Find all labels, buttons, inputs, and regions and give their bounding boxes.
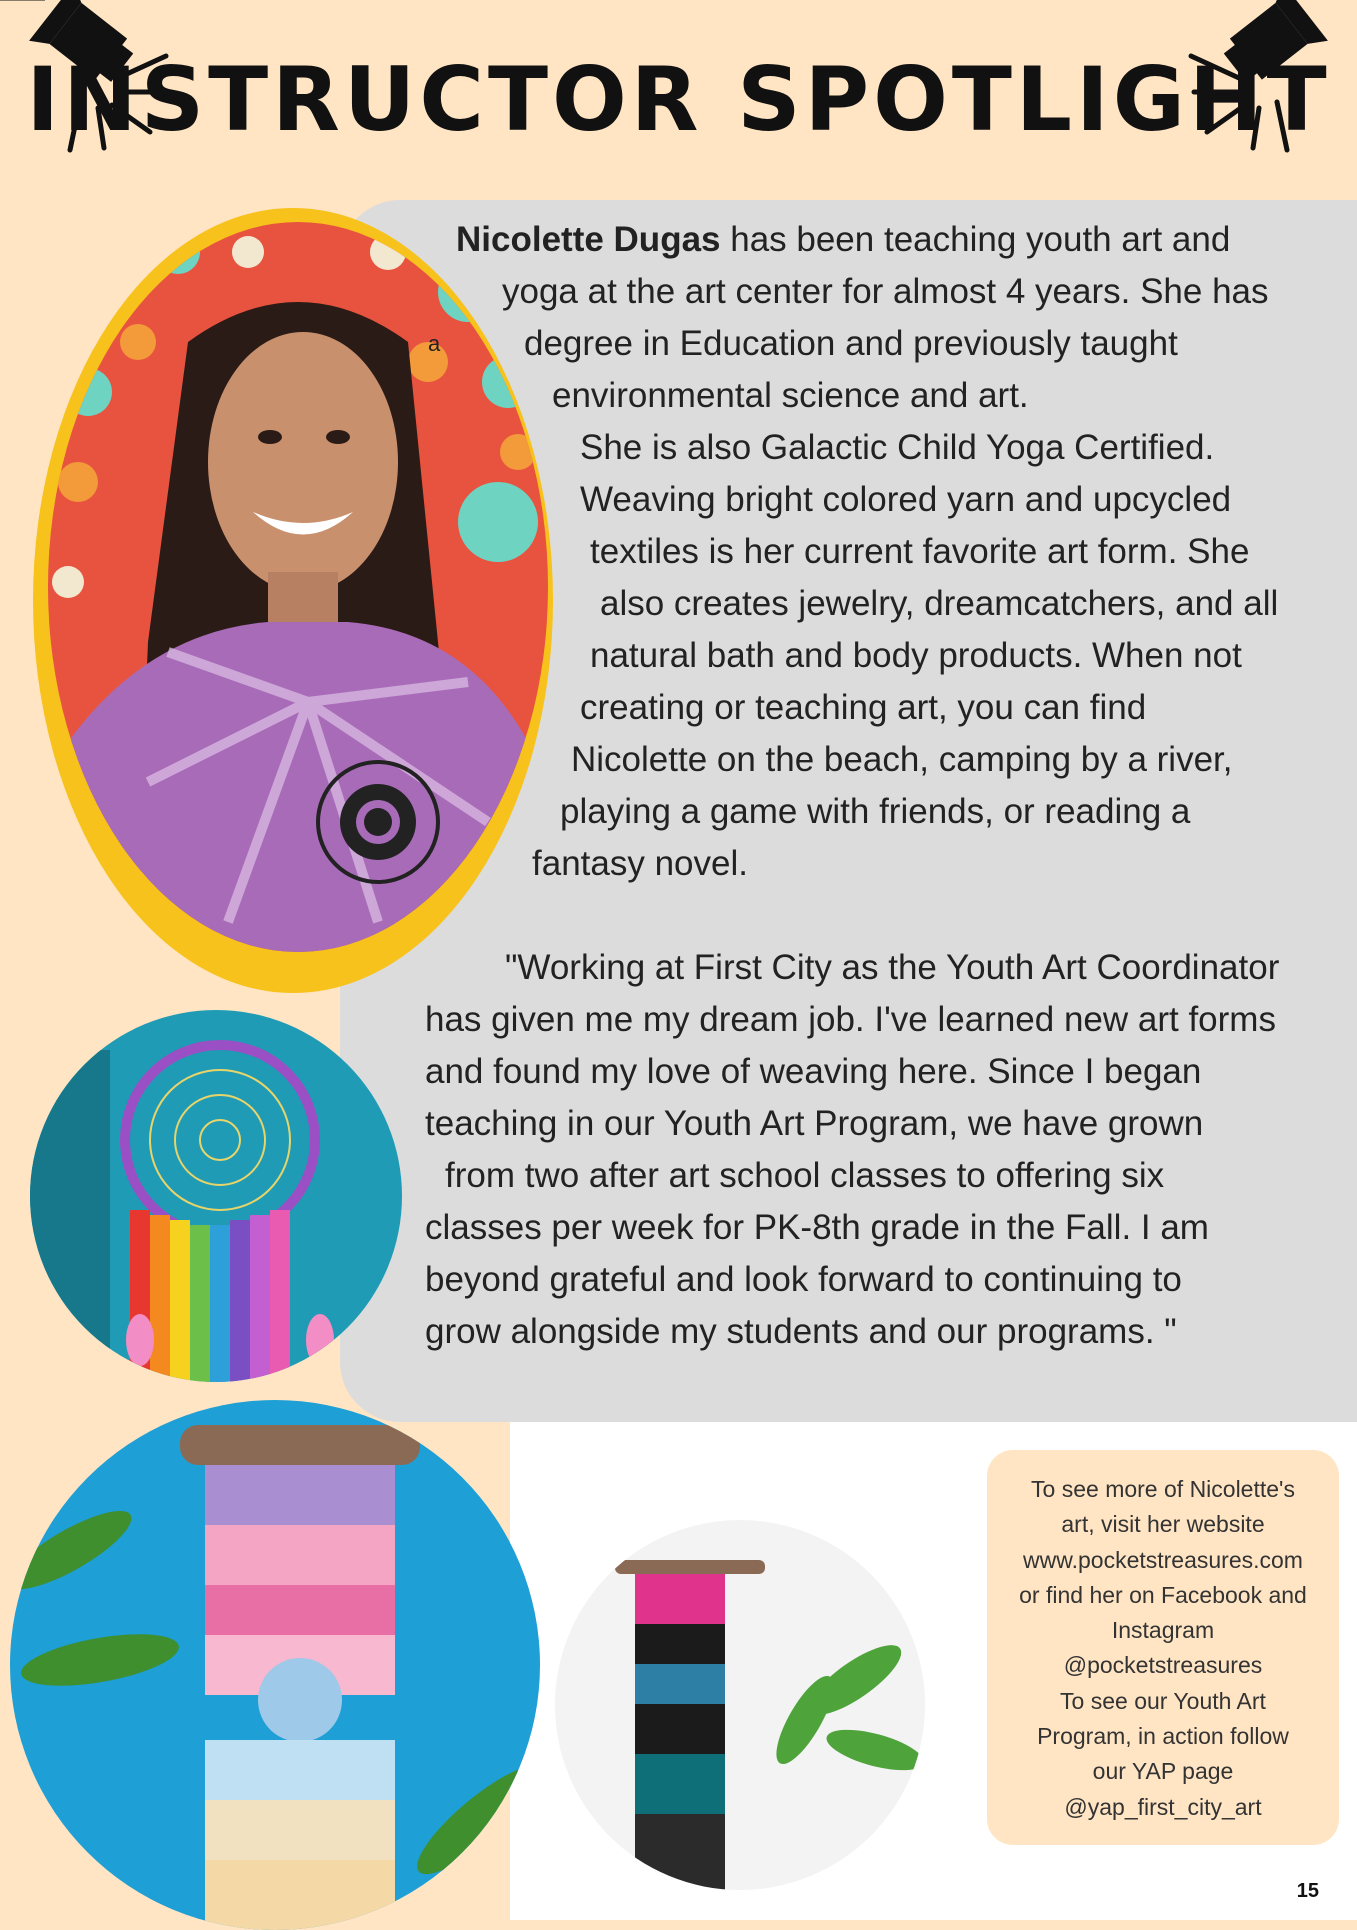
quote-line: "Working at First City as the Youth Art Coordinator — [505, 948, 1280, 987]
instagram-handle[interactable]: @pocketstreasures — [1063, 1652, 1263, 1679]
bio-line: textiles is her current favorite art form. She — [590, 532, 1250, 571]
bio-line: creating or teaching art, you can find — [580, 688, 1147, 727]
instructor-name: Nicolette Dugas — [456, 220, 721, 259]
quote-line: beyond grateful and look forward to continuing to — [425, 1260, 1182, 1299]
callout-text — [987, 1472, 1339, 1825]
weaving-photo-small — [555, 1520, 925, 1890]
page-number: 15 — [1296, 1880, 1319, 1902]
quote-line: teaching in our Youth Art Program, we have grown — [425, 1104, 1204, 1143]
instructor-portrait-photo — [48, 222, 548, 952]
bio-line: She is also Galactic Child Yoga Certified. — [580, 428, 1215, 467]
quote-line: grow alongside my students and our programs. " — [425, 1312, 1177, 1351]
bio-line: has been teaching youth art and — [720, 220, 1231, 259]
dreamcatcher-photo — [30, 1010, 402, 1382]
page-title: INSTRUCTOR SPOTLIGHT — [26, 48, 1331, 151]
quote-line: and found my love of weaving here. Since I began — [425, 1052, 1202, 1091]
weaving-photo-large — [10, 1400, 540, 1930]
bio-line: a — [428, 331, 441, 356]
bio-line: fantasy novel. — [532, 844, 748, 883]
callout-line: art, visit her website — [1061, 1511, 1265, 1538]
bio-line: playing a game with friends, or reading a — [560, 792, 1191, 831]
bio-line: natural bath and body products. When not — [590, 636, 1242, 675]
quote-line: from two after art school classes to offering six — [445, 1156, 1165, 1195]
quote-line: classes per week for PK-8th grade in the Fall. I am — [425, 1208, 1209, 1247]
callout-line: Program, in action follow — [1037, 1723, 1289, 1750]
callout-line: Instagram — [1111, 1617, 1215, 1644]
yap-handle[interactable]: @yap_first_city_art — [1064, 1793, 1262, 1820]
callout-line: To see more of Nicolette's — [1031, 1476, 1295, 1502]
bio-line: environmental science and art. — [552, 376, 1029, 415]
bio-line: yoga at the art center for almost 4 years. She has — [502, 272, 1269, 311]
website-link[interactable]: www.pocketstreasures.com — [1023, 1546, 1303, 1573]
callout-line: our YAP page — [1092, 1758, 1234, 1785]
bio-line: degree in Education and previously taught — [524, 324, 1178, 363]
bio-line: Weaving bright colored yarn and upcycled — [580, 480, 1232, 519]
bio-line: Nicolette on the beach, camping by a river, — [571, 740, 1233, 779]
quote-line: has given me my dream job. I've learned new art forms — [425, 1000, 1276, 1039]
callout-line: or find her on Facebook and — [1019, 1581, 1307, 1608]
callout-line: To see our Youth Art — [1060, 1687, 1266, 1714]
bio-line: also creates jewelry, dreamcatchers, and all — [600, 584, 1279, 623]
callout-bubble — [987, 1450, 1339, 1845]
